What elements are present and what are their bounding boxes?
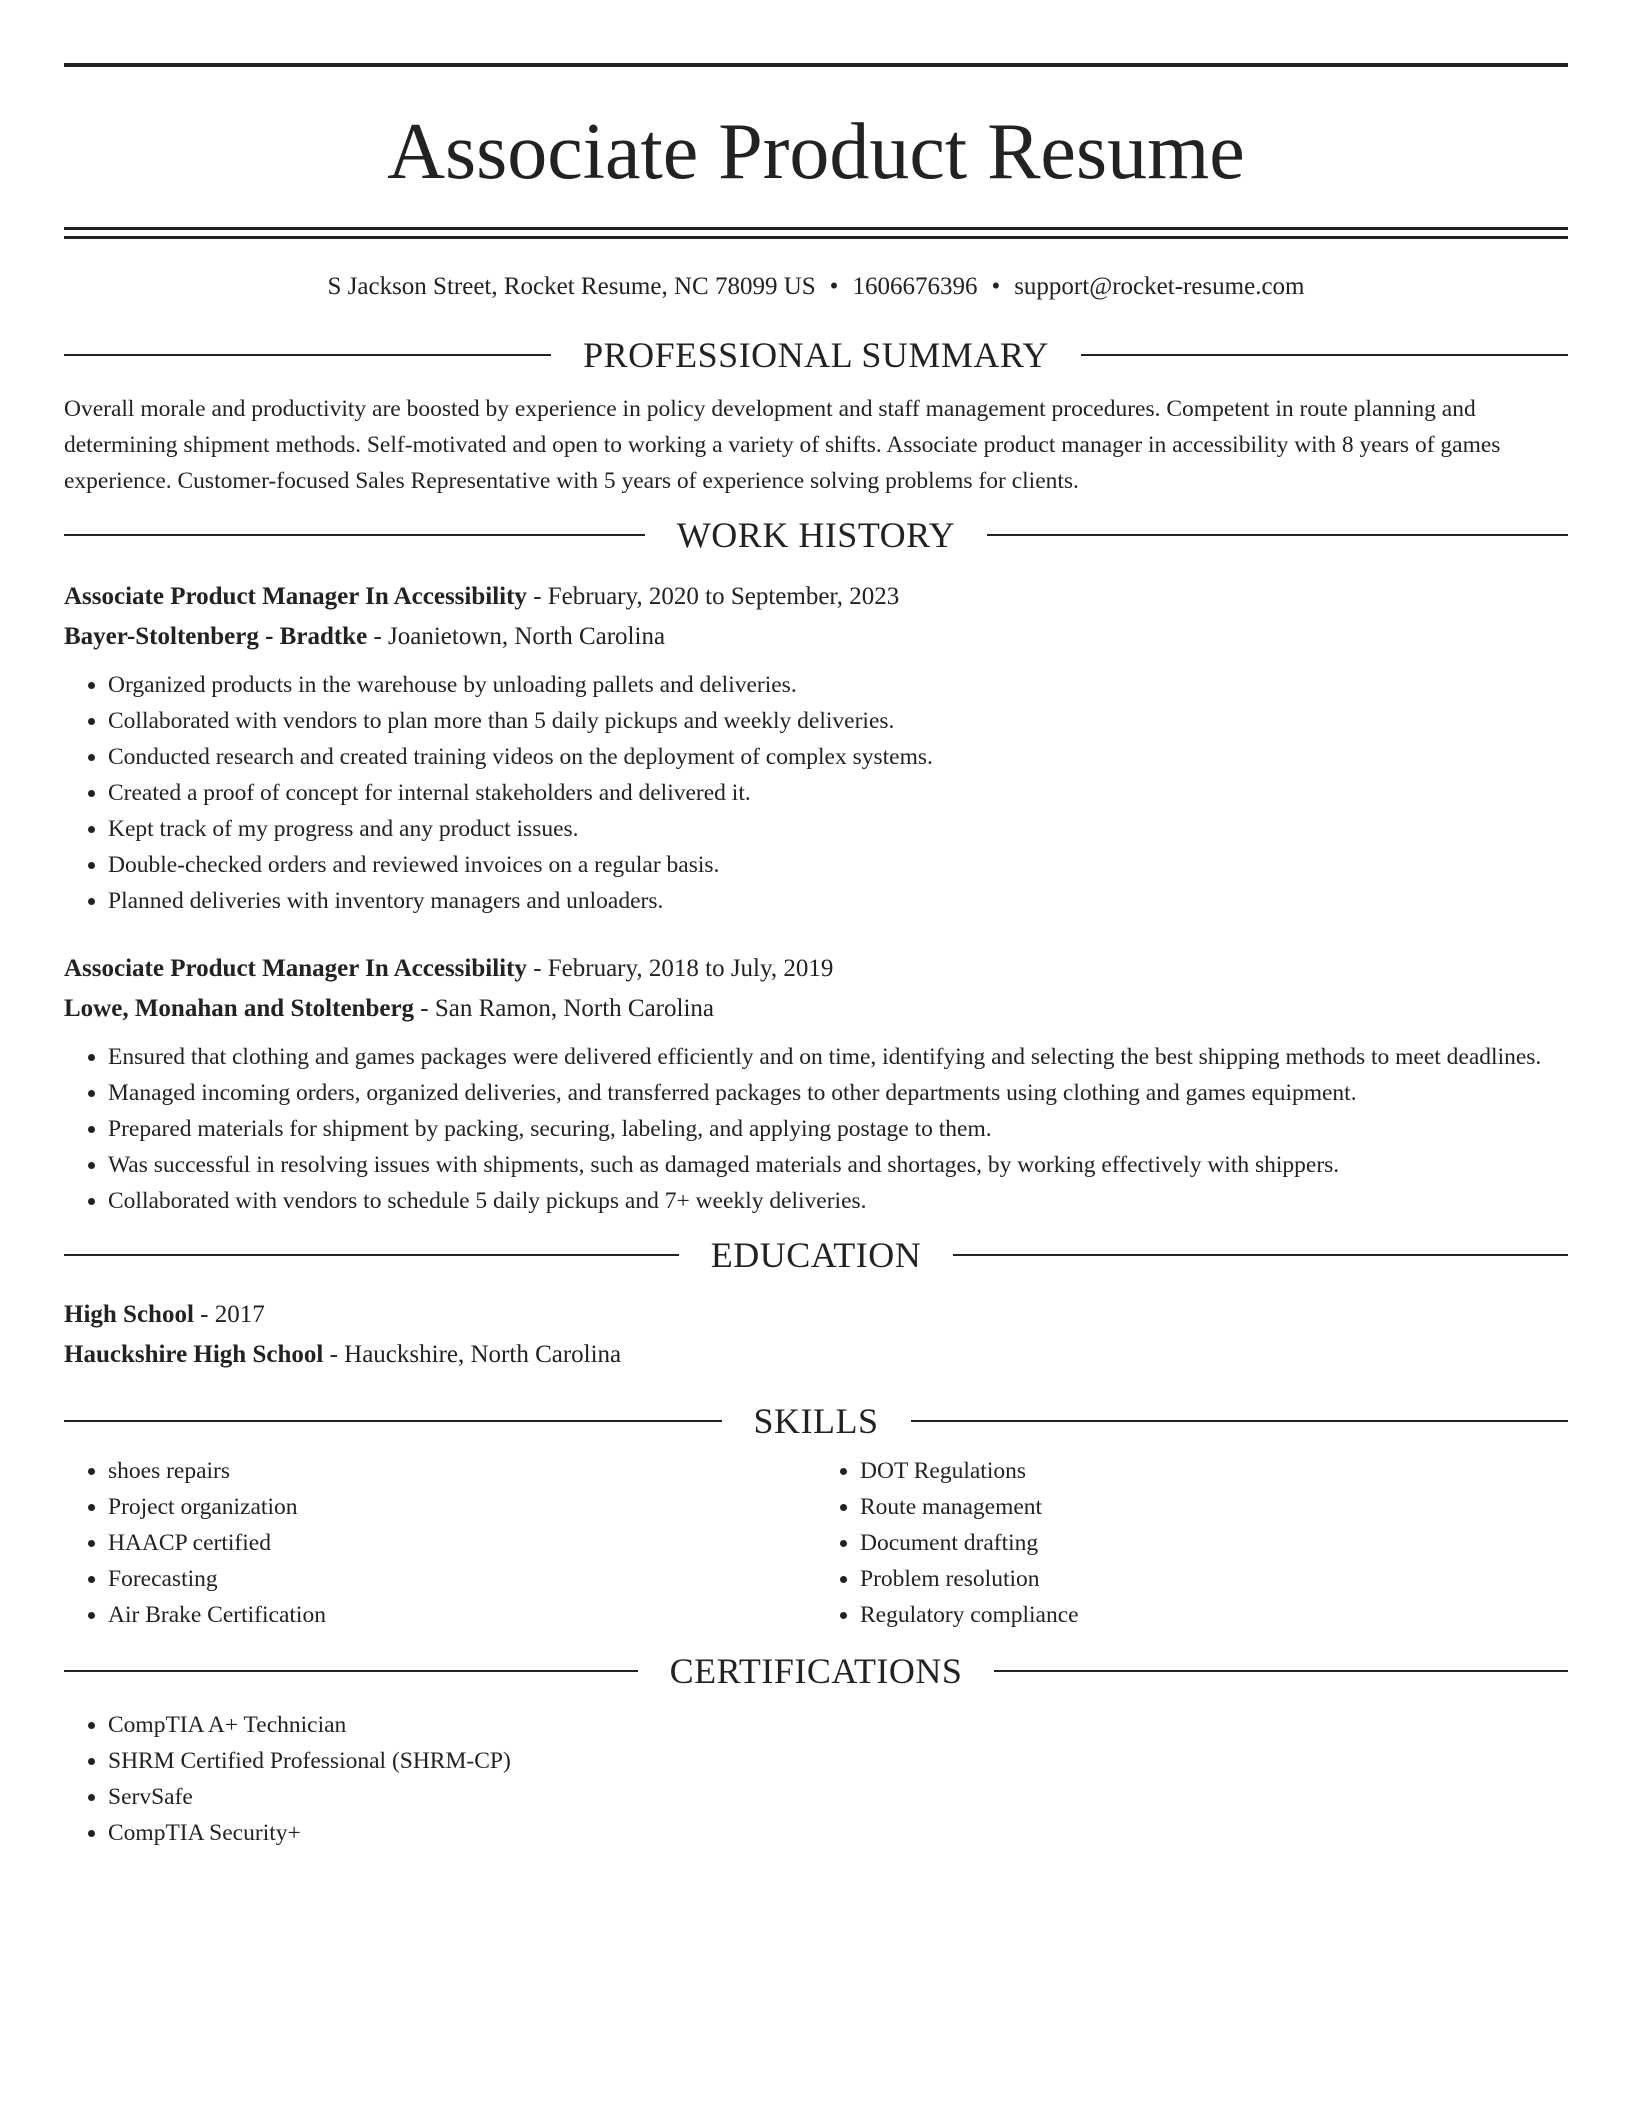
section-header-education: [64, 1233, 1568, 1277]
section-rule: [64, 1420, 722, 1422]
list-item: • Collaborated with vendors to plan more than 5 daily pickups and weekly deliveries.: [108, 703, 1568, 739]
education-degree-line: [64, 1295, 1568, 1335]
education-school-line: [64, 1335, 1568, 1375]
list-item: • Double-checked orders and reviewed invoices on a regular basis.: [108, 847, 1568, 883]
list-item: • Forecasting: [108, 1561, 816, 1597]
job-company-line: [64, 617, 1568, 657]
section-title: CERTIFICATIONS: [669, 1651, 963, 1691]
list-item: • Problem resolution: [860, 1561, 1568, 1597]
list-item: • Kept track of my progress and any product issues.: [108, 811, 1568, 847]
section-header-work: [64, 513, 1568, 557]
contact-separator: •: [829, 273, 839, 300]
skills-grid: [64, 1453, 1568, 1633]
top-rule: [64, 63, 1568, 67]
list-item: • Air Brake Certification: [108, 1597, 816, 1633]
section-rule: [994, 1670, 1568, 1672]
section-title: SKILLS: [753, 1401, 879, 1441]
title-double-rule: [64, 227, 1568, 239]
list-item: • DOT Regulations: [860, 1453, 1568, 1489]
section-title: WORK HISTORY: [676, 515, 956, 555]
list-item: • CompTIA Security+: [108, 1815, 1568, 1851]
section-rule: [64, 1670, 638, 1672]
job-bullets: [64, 1039, 1568, 1219]
list-item: • Was successful in resolving issues with shipments, such as damaged materials and shortages, by working effectively with shippers.: [108, 1147, 1568, 1183]
list-item: • CompTIA A+ Technician: [108, 1707, 1568, 1743]
contact-email: support@rocket-resume.com: [1014, 273, 1305, 300]
contact-line: [64, 271, 1568, 303]
list-item: • SHRM Certified Professional (SHRM-CP): [108, 1743, 1568, 1779]
resume-title: Associate Product Resume: [387, 108, 1245, 196]
list-item: • Organized products in the warehouse by unloading pallets and deliveries.: [108, 667, 1568, 703]
list-item: • Planned deliveries with inventory managers and unloaders.: [108, 883, 1568, 919]
education-school: Hauckshire High School: [64, 1341, 324, 1368]
section-rule: [64, 534, 645, 536]
skills-list-left: [64, 1453, 816, 1633]
skills-list-right: [816, 1453, 1568, 1633]
list-item: • Prepared materials for shipment by packing, securing, labeling, and applying postage to them.: [108, 1111, 1568, 1147]
job-entry: [64, 577, 1568, 919]
summary-text: Overall morale and productivity are boosted by experience in policy development and staff management procedures. Competent in route planning and determining shipment methods. Self-motivated and open to working a variety of shifts. Associate product manager in accessibility with 8 years of games experience. Customer-focused Sales Representative with 5 years of experience solving problems for clients.: [64, 396, 1501, 494]
job-dates: - February, 2020 to September, 2023: [526, 583, 900, 610]
section-header-certifications: [64, 1649, 1568, 1693]
list-item: • Collaborated with vendors to schedule 5 daily pickups and 7+ weekly deliveries.: [108, 1183, 1568, 1219]
job-bullets: [64, 667, 1568, 919]
job-company: Bayer-Stoltenberg - Bradtke: [64, 623, 368, 650]
job-title-line: [64, 949, 1568, 989]
list-item: • ServSafe: [108, 1779, 1568, 1815]
section-title: EDUCATION: [710, 1235, 922, 1275]
section-rule: [1081, 354, 1568, 356]
education-entry: [64, 1295, 1568, 1375]
job-title: Associate Product Manager In Accessibility: [64, 955, 527, 982]
job-title: Associate Product Manager In Accessibility: [64, 583, 527, 610]
job-entry: [64, 949, 1568, 1219]
list-item: • Managed incoming orders, organized deliveries, and transferred packages to other departments using clothing and games equipment.: [108, 1075, 1568, 1111]
list-item: • Route management: [860, 1489, 1568, 1525]
list-item: • HAACP certified: [108, 1525, 816, 1561]
list-item: • Created a proof of concept for internal stakeholders and delivered it.: [108, 775, 1568, 811]
job-company: Lowe, Monahan and Stoltenberg: [64, 995, 415, 1022]
job-dates: - February, 2018 to July, 2019: [526, 955, 834, 982]
section-title: PROFESSIONAL SUMMARY: [583, 335, 1049, 375]
contact-separator: •: [991, 273, 1001, 300]
job-location: - Joanietown, North Carolina: [367, 623, 666, 650]
section-rule: [911, 1420, 1569, 1422]
certifications-list: [64, 1707, 1568, 1851]
job-location: - San Ramon, North Carolina: [414, 995, 714, 1022]
section-header-summary: [64, 333, 1568, 377]
job-title-line: [64, 577, 1568, 617]
contact-address: S Jackson Street, Rocket Resume, NC 78099 US: [327, 273, 816, 300]
education-location: - Hauckshire, North Carolina: [323, 1341, 622, 1368]
education-year: - 2017: [193, 1301, 265, 1328]
section-rule: [64, 1254, 679, 1256]
education-degree: High School: [64, 1301, 194, 1328]
contact-phone: 1606676396: [852, 273, 978, 300]
section-rule: [987, 534, 1568, 536]
section-header-skills: [64, 1399, 1568, 1443]
list-item: • Project organization: [108, 1489, 816, 1525]
list-item: • Ensured that clothing and games packages were delivered efficiently and on time, identifying and selecting the best shipping methods to meet deadlines.: [108, 1039, 1568, 1075]
job-company-line: [64, 989, 1568, 1029]
list-item: • shoes repairs: [108, 1453, 816, 1489]
list-item: • Conducted research and created training videos on the deployment of complex systems.: [108, 739, 1568, 775]
list-item: • Document drafting: [860, 1525, 1568, 1561]
section-rule: [64, 354, 551, 356]
list-item: • Regulatory compliance: [860, 1597, 1568, 1633]
section-rule: [953, 1254, 1568, 1256]
